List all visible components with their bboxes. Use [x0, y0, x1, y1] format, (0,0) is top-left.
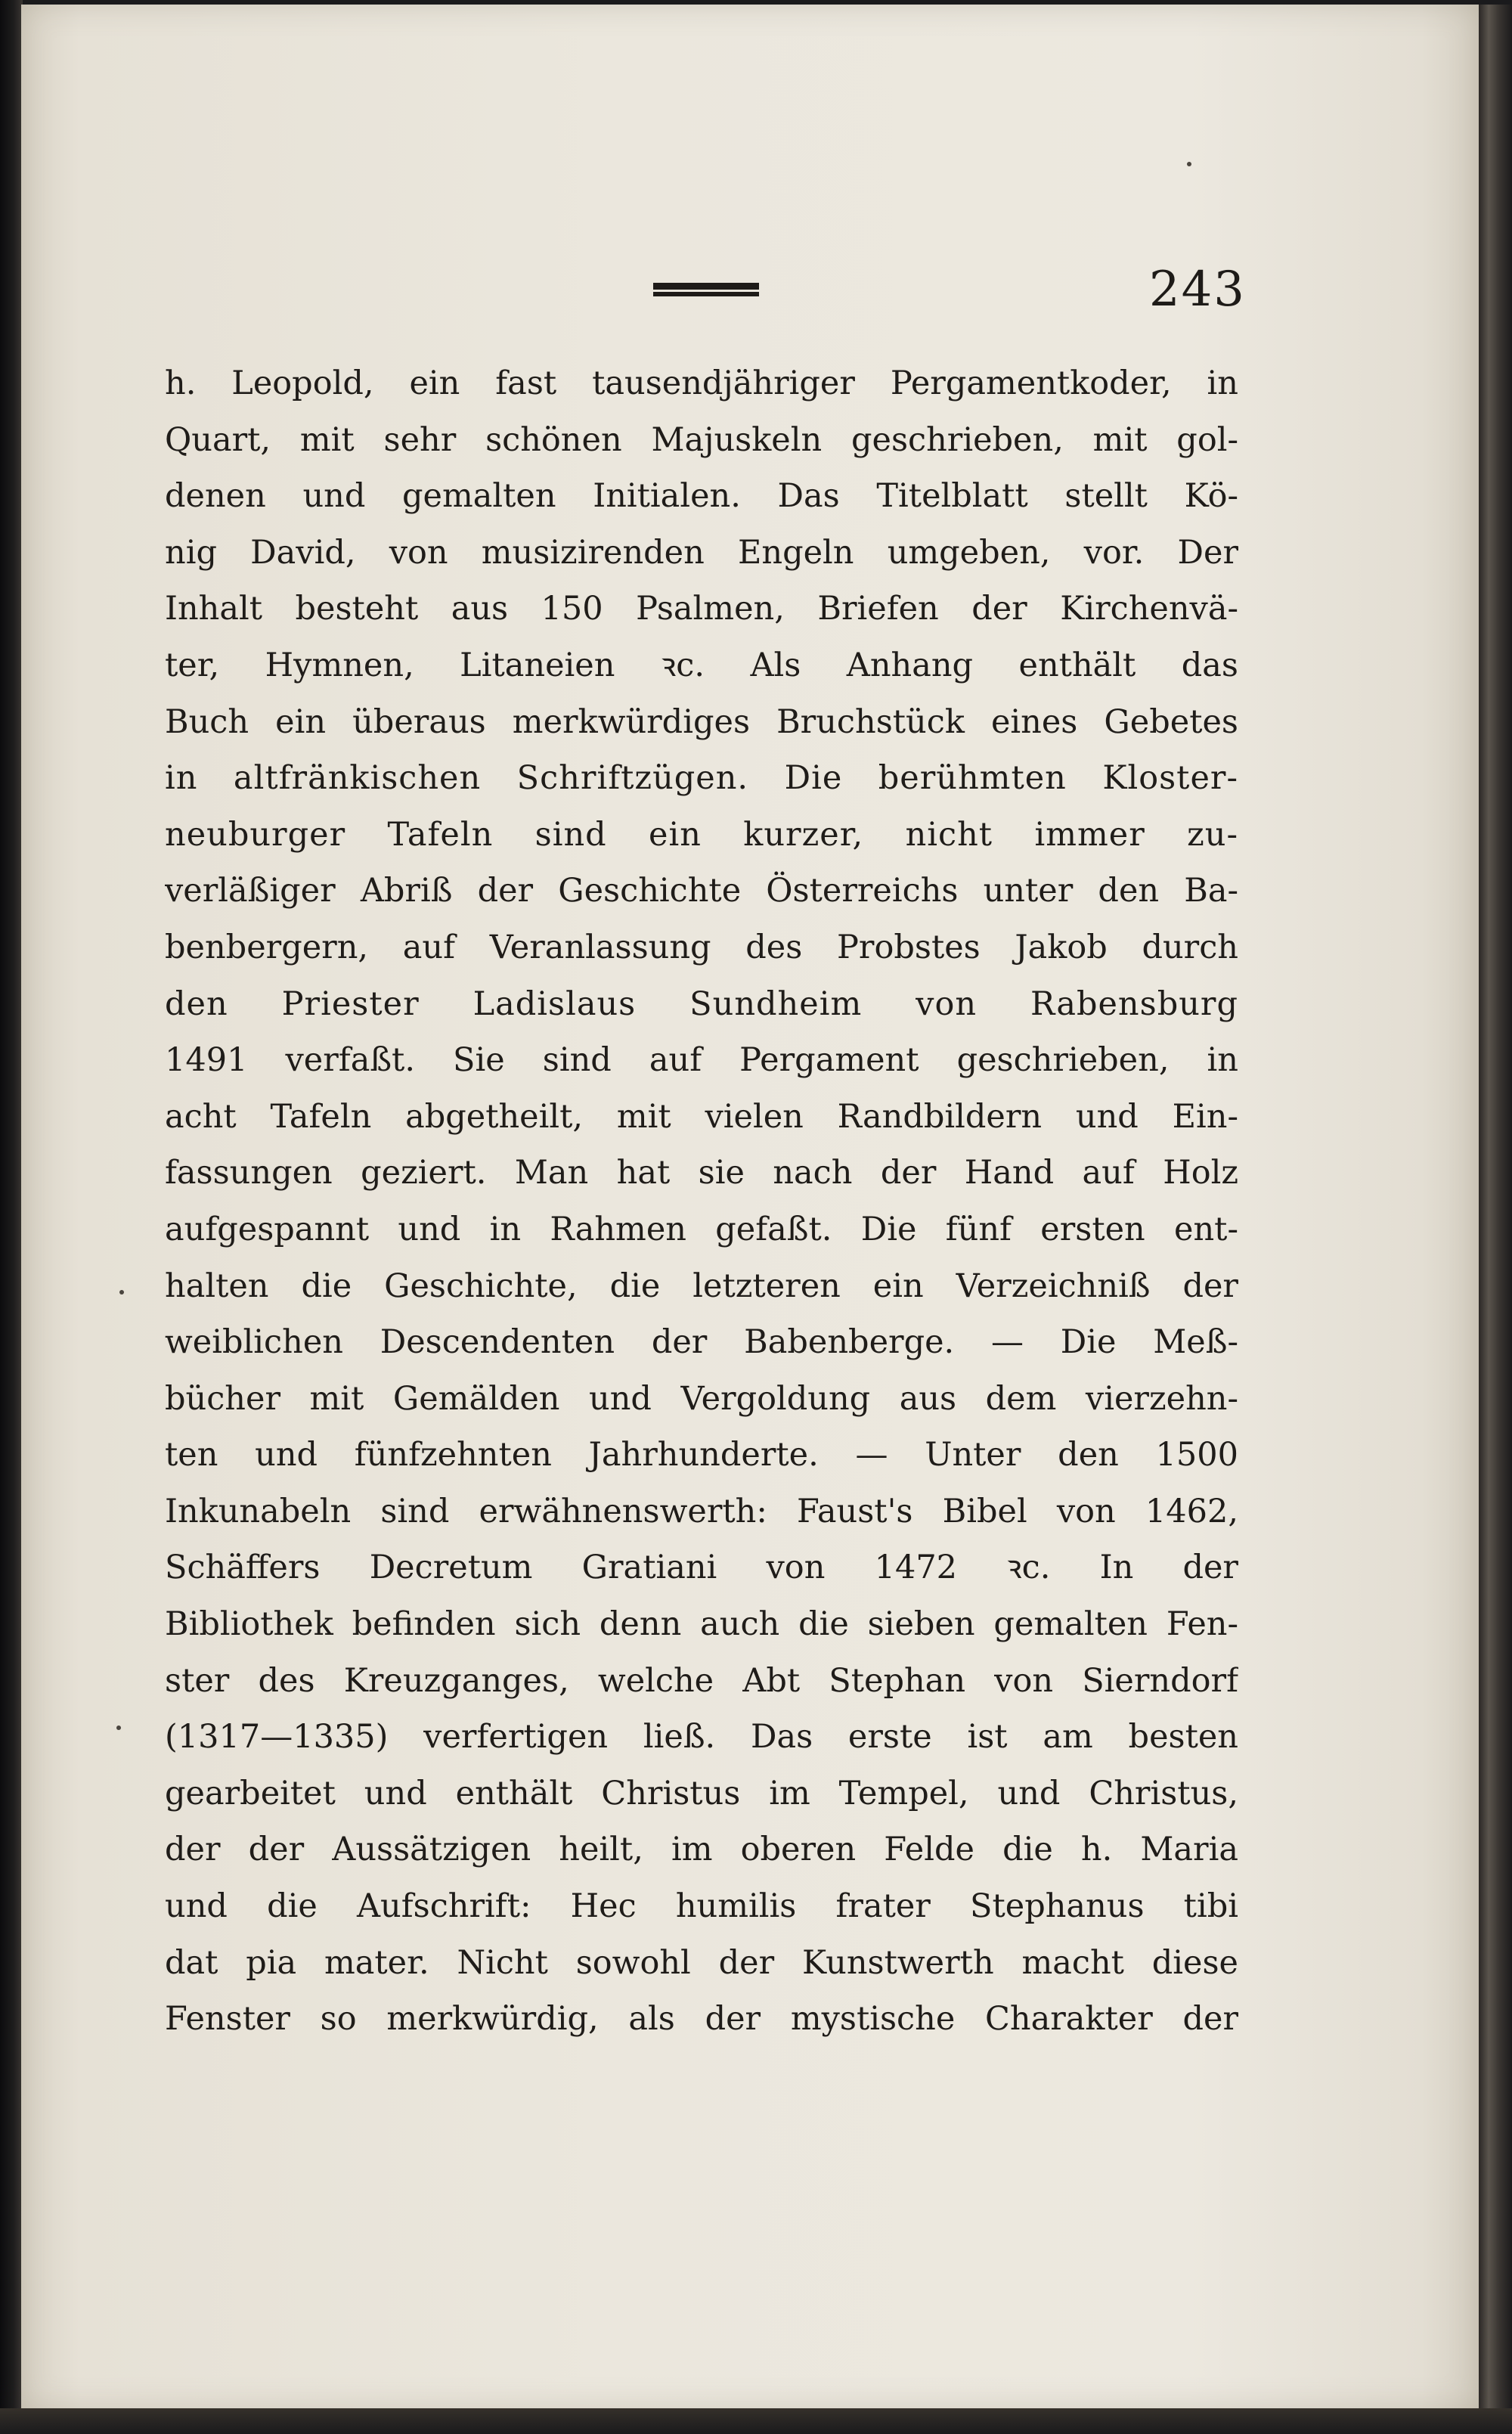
text-line: ster des Kreuzganges, welche Abt Stephan von Sierndorf [165, 1661, 1238, 1700]
text-line: 1491 verfaßt. Sie sind auf Pergament geschrieben, in [165, 1041, 1238, 1080]
text-line: Inkunabeln sind erwähnenswerth: Faust's Bibel von 1462, [165, 1492, 1238, 1530]
header-rule [653, 283, 759, 296]
text-line: Buch ein überaus merkwürdiges Bruchstück eines Gebetes [165, 702, 1238, 741]
text-line: (1317—1335) verfertigen ließ. Das erste ist am besten [165, 1718, 1238, 1757]
text-line: aufgespannt und in Rahmen gefaßt. Die fünf ersten ent- [165, 1210, 1238, 1248]
paper-speck [116, 1726, 121, 1730]
text-line: weiblichen Descendenten der Babenberge. — Die Meß- [165, 1323, 1238, 1362]
text-line: den Priester Ladislaus Sundheim von Rabensburg [165, 984, 1238, 1023]
text-line: Fenster so merkwürdig, als der mystische Charakter der [165, 2000, 1238, 2039]
text-line: denen und gemalten Initialen. Das Titelblatt stellt Kö- [165, 477, 1238, 516]
text-line: fassungen geziert. Man hat sie nach der Hand auf Holz [165, 1154, 1238, 1192]
text-line: gearbeitet und enthält Christus im Tempel, und Christus, [165, 1774, 1238, 1812]
body-text [165, 355, 1238, 2048]
text-line: ten und fünfzehnten Jahrhunderte. — Unter den 1500 [165, 1436, 1238, 1474]
page-bottom-edge [0, 2408, 1512, 2434]
text-line: benbergern, auf Veranlassung des Probstes Jakob durch [165, 928, 1238, 966]
page-fore-edge [1479, 5, 1512, 2409]
page-number: 243 [1148, 262, 1246, 318]
text-line: halten die Geschichte, die letzteren ein Verzeichniß der [165, 1267, 1238, 1305]
text-line: der der Aussätzigen heilt, im oberen Felde die h. Maria [165, 1831, 1238, 1869]
text-line: bücher mit Gemälden und Vergoldung aus dem vierzehn- [165, 1379, 1238, 1418]
text-line: neuburger Tafeln sind ein kurzer, nicht immer zu- [165, 815, 1238, 854]
text-line: acht Tafeln abgetheilt, mit vielen Randbildern und Ein- [165, 1097, 1238, 1136]
book-gutter-shadow [0, 0, 23, 2434]
text-line: ter, Hymnen, Litaneien ꝛc. Als Anhang enthält das [165, 646, 1238, 684]
text-line: und die Aufschrift: Hec humilis frater Stephanus tibi [165, 1887, 1238, 1926]
paper-speck [119, 1290, 124, 1295]
text-line: dat pia mater. Nicht sowohl der Kunstwerth macht diese [165, 1943, 1238, 1982]
text-line: in altfränkischen Schriftzügen. Die berühmten Kloster- [165, 759, 1238, 798]
text-line: Schäffers Decretum Gratiani von 1472 ꝛc. In der [165, 1549, 1238, 1587]
book-page [21, 5, 1480, 2409]
text-line: Quart, mit sehr schönen Majuskeln geschrieben, mit gol- [165, 420, 1238, 459]
text-line: Inhalt besteht aus 150 Psalmen, Briefen der Kirchenvä- [165, 590, 1238, 628]
text-line: nig David, von musizirenden Engeln umgeben, vor. Der [165, 533, 1238, 572]
paper-speck [1187, 162, 1191, 166]
text-line: verläßiger Abriß der Geschichte Österreichs unter den Ba- [165, 872, 1238, 910]
text-line: h. Leopold, ein fast tausendjähriger Pergamentkoder, in [165, 364, 1238, 402]
text-line: Bibliothek befinden sich denn auch die sieben gemalten Fen- [165, 1605, 1238, 1644]
